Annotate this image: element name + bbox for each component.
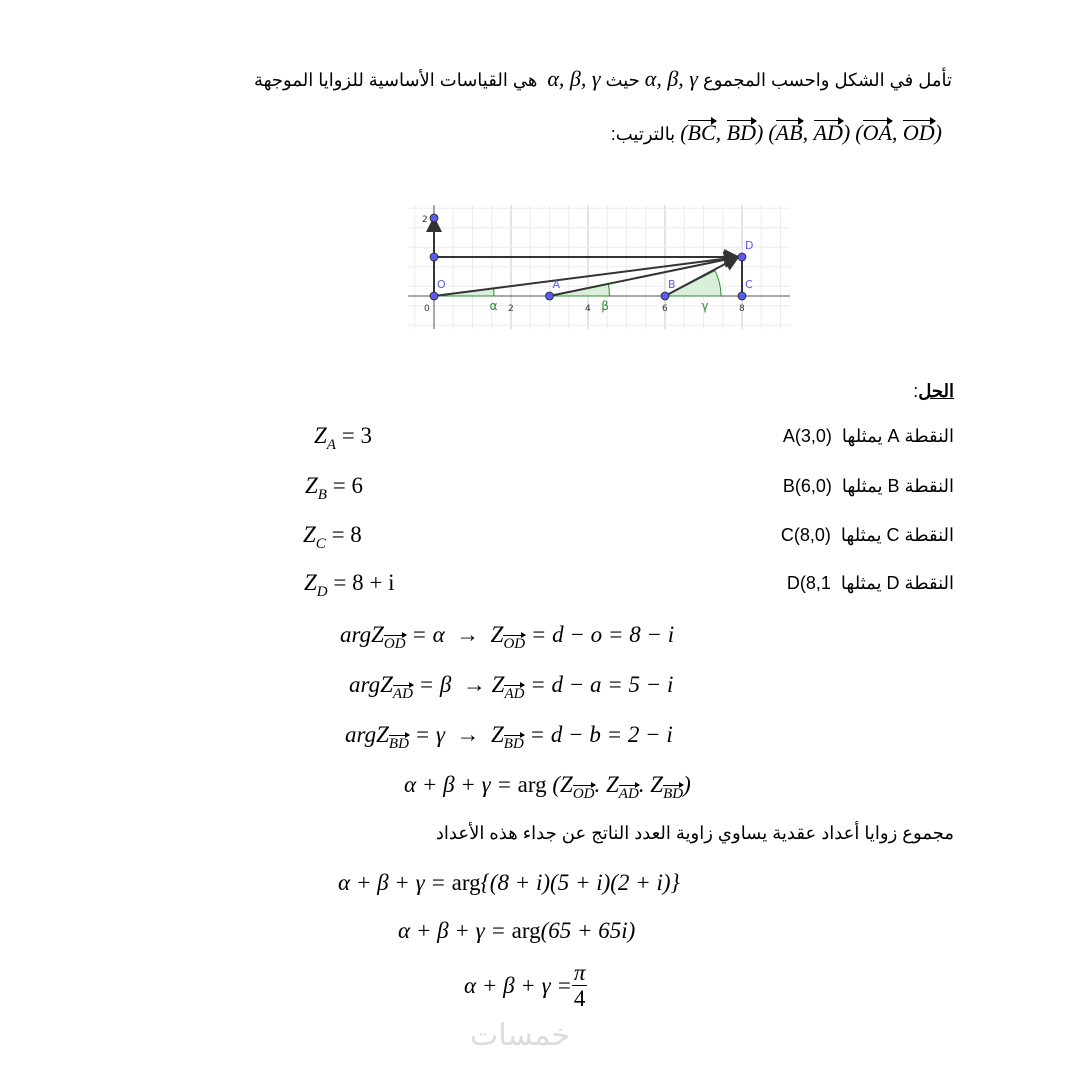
- vector: AD: [813, 120, 843, 145]
- y-tick-label: 2: [422, 215, 428, 225]
- arg-equation-bd: argZ$_{BD}$ = $\gamma \to Z_{BD} = d - b = 2 - i$: [345, 722, 673, 752]
- product-result: α + β + γ = arg(65 + 65i): [398, 918, 636, 943]
- colon: :: [913, 381, 919, 401]
- geometry-figure: [408, 205, 790, 329]
- x-tick-label: 4: [585, 304, 591, 314]
- point-label: D: [745, 239, 754, 252]
- final-answer: α + β + γ = $\frac{\pi}{4}$: [464, 960, 586, 1012]
- point-definition: النقطة C يمثلها C(8,0): [780, 525, 954, 545]
- point-label: B: [668, 278, 676, 291]
- x-tick-label: 2: [508, 304, 514, 314]
- vector-pair: (OA, OD): [855, 120, 942, 145]
- point-label: A: [552, 278, 561, 291]
- point-A: [546, 292, 554, 300]
- point-D: [738, 253, 746, 261]
- complex-value: $Z_B = 6$: [305, 473, 363, 503]
- arg-equation-ad: argZ$_{AD}$ = $\beta \to Z_{AD} = d - a = 5 - i$: [349, 672, 674, 702]
- point-definition: النقطة D يمثلها D(8,1: [786, 573, 954, 593]
- angle-label: β: [601, 299, 609, 313]
- point-label: O: [437, 278, 446, 291]
- x-tick-label: 8: [739, 304, 745, 314]
- complex-value: $Z_D = 8 + i$: [304, 570, 395, 600]
- point-B: [661, 292, 669, 300]
- problem-text: هي القياسات الأساسية للزوايا الموجهة: [253, 70, 538, 90]
- vector: AB: [775, 120, 803, 145]
- problem-line-2: [611, 120, 942, 146]
- greek-letters: α, β, γ: [547, 66, 601, 91]
- product-step: α + β + γ = arg{(8 + i)(5 + i)(2 + i)}: [338, 870, 680, 895]
- point: [430, 214, 438, 222]
- solution-heading: [913, 381, 954, 402]
- angle-label: α: [489, 299, 498, 313]
- x-tick-label: 0: [424, 304, 430, 314]
- vector: BD: [726, 120, 756, 145]
- point-label: C: [745, 278, 753, 291]
- x-tick-label: 6: [662, 304, 668, 314]
- solution-title: الحل: [918, 381, 954, 401]
- point-definition: النقطة B يمثلها B(6,0): [782, 476, 954, 496]
- vector: BC: [687, 120, 716, 145]
- vector-pair: (BC, BD): [680, 120, 764, 145]
- point: [430, 253, 438, 261]
- problem-text: بالترتيب:: [610, 124, 676, 144]
- greek-letters: α, β, γ: [644, 66, 698, 91]
- complex-value: $Z_A = 3$: [314, 423, 372, 453]
- problem-line-1: [254, 66, 952, 92]
- point-O: [430, 292, 438, 300]
- vector-pair: (AB, AD): [768, 120, 851, 145]
- angle-label: γ: [701, 299, 709, 313]
- vector: OA: [862, 120, 892, 145]
- problem-text: حيث: [605, 70, 640, 90]
- sum-equation: α + β + γ = arg ($Z_{OD}$. $Z_{AD}$. $Z_{BD}$): [404, 772, 691, 802]
- problem-text: تأمل في الشكل واحسب المجموع: [702, 70, 952, 90]
- point-C: [738, 292, 746, 300]
- rule-text: مجموع زوايا أعداد عقدية يساوي زاوية العدد الناتج عن جداء هذه الأعداد: [435, 823, 954, 843]
- fraction: $\frac{\pi}{4}$: [573, 960, 586, 1012]
- watermark-logo: خمسات: [470, 1018, 571, 1053]
- point-definition: النقطة A يمثلها A(3,0): [782, 426, 954, 446]
- vector: OD: [902, 120, 935, 145]
- arg-equation-od: argZ$_{OD}$ = $\alpha \to Z_{OD} = d - o = 8 - i$: [340, 622, 675, 652]
- complex-value: $Z_C = 8$: [303, 522, 362, 552]
